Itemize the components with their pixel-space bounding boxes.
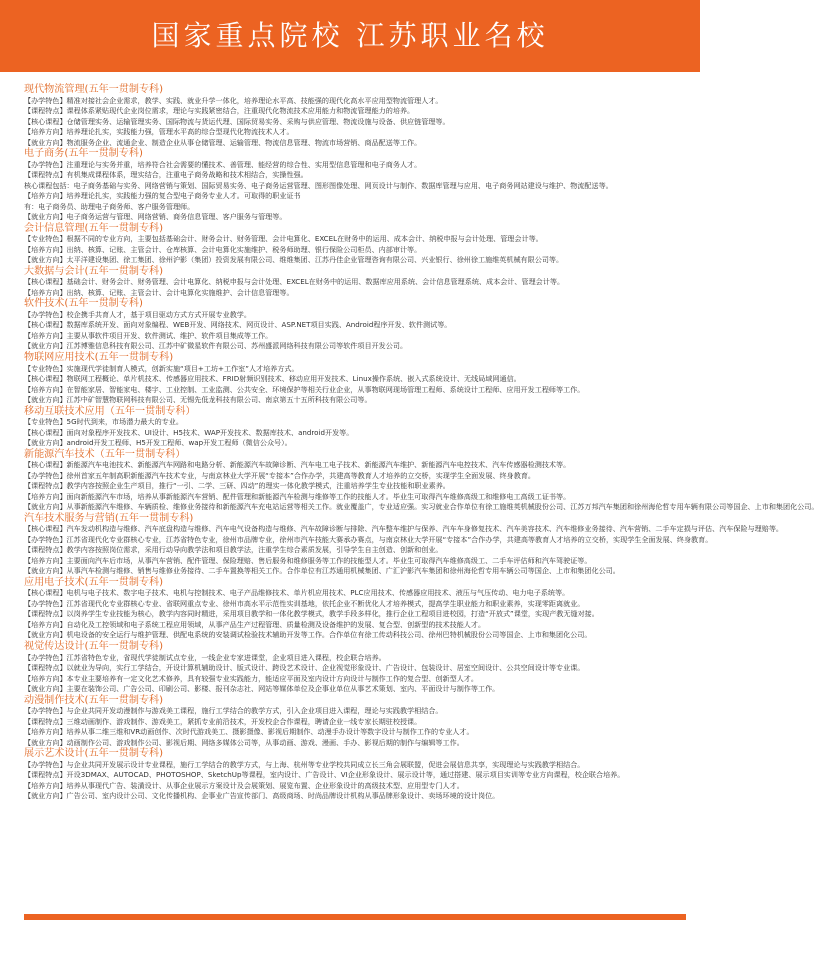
major-title: 动漫制作技术(五年一贯制专科) [24, 694, 164, 706]
major-detail-line: 【核心课程】数据库系统开发、面向对象编程、WEB开发、网络技术、网页设计、ASP.NET项目实践、Android程序开发、软件测试等。 [24, 320, 452, 330]
major-title: 软件技术(五年一贯制专科) [24, 298, 143, 310]
major-detail-line: 【办学特色】江苏省现代化专业群核心专业、省联网重点专业、徐州市高水平示范性实训基地，依托企业不断优化人才培养模式，提高学生职业能力和职业素养，实现零距离就业。 [24, 598, 585, 608]
major-title: 电子商务(五年一贯制专科) [24, 148, 143, 160]
major-detail-line: 【就业方向】主要在装饰公司、广告公司、印刷公司、影楼、报刊杂志社、网站等媒体单位及企事业单位从事艺术策划、室内、平面设计与制作等工作。 [24, 684, 500, 694]
major-detail-line: 【办学特色】徐州首家五年制高职新能源汽车技术专业，与南京林业大学开展“专接本”合作办学，共建高等教育人才培养的立交桥，实现学生全面发展、终身教育。 [24, 470, 536, 480]
major-detail-line: 【就业方向】江苏博雅信息科技有限公司、江苏中矿微星软件有限公司、苏州盛派网络科技有限公司等软件项目开发公司。 [24, 341, 408, 351]
major-detail-line: 【办学特色】与企业共同开发动漫制作与游戏美工课程，施行工学结合的教学方式，引入企业项目进入课程，理论与实践教学相结合。 [24, 706, 443, 716]
major-detail-line: 【课程特点】三维动画制作、游戏制作、游戏美工，紧抓专业前沿技术，开发校企合作课程，聘请企业一线专家长期驻校授课。 [24, 716, 422, 726]
major-detail-line: 【专业特色】5G时代到来，市场潜力最大的专业。 [24, 417, 183, 427]
major-detail-line: 【课程特点】以岗养学生专业技能为核心，教学内容同时精进，采用项目教学和一体化教学模式，教学手段多样化，推行企业工程项目进校园，打造“开放式”课堂，实现产教无缝对接。 [24, 609, 599, 619]
major-detail-line: 【培养方向】主要从事软件项目开发、软件测试、维护、软件项目集成等工作。 [24, 330, 273, 340]
major-detail-line: 【课程特点】教学内容按照岗位需求，采用行动导向教学法和项目教学法，注重学生综合素质发展，引导学生自主创造、创新和创业。 [24, 545, 443, 555]
major-detail-line: 【就业方向】电子商务运营与管理、网络营销、商务信息管理、客户服务与管理等。 [24, 212, 287, 222]
major-detail-line: 有：电子商务员、助理电子商务师、客户服务管理师。 [24, 201, 195, 211]
major-section [24, 448, 819, 513]
major-detail-line: 【就业方向】太平洋建设集团、徐工集团、徐州沪影（集团）投资发展有限公司、维维集团、江苏丹佳企业管理咨询有限公司、兴业银行、徐州徐工施维英机械有限公司等。 [24, 255, 564, 265]
major-detail-line: 【就业方向】机电设备的安全运行与维护管理、供配电系统的安装调试检验技术辅助开发等工作。合作单位有徐工传动科技公司、徐州巴特机械股份公司等国企、上市和集团化公司。 [24, 630, 592, 640]
major-detail-line: 【课程特点】有机集成课程体系，理实结合，注重电子商务战略和技术相结合，实操性强。 [24, 170, 308, 180]
major-detail-line: 【就业方向】江苏中矿智慧物联网科技有限公司、无锡先低龙科技有限公司、南京第五十五所科技有限公司等。 [24, 395, 372, 405]
major-detail-line: 【核心课程】物联网工程概论、单片机技术、传感器应用技术、FRID射频识别技术、移动应用开发技术、Linux操作系统、嵌入式系统设计、无线局域网通信。 [24, 374, 521, 384]
major-detail-line: 【办学特色】江苏省特色专业，省现代学徒制试点专业，一线企业专家进课堂，企业项目进入课程，校企联合培养。 [24, 652, 386, 662]
major-title: 大数据与会计(五年一贯制专科) [24, 265, 164, 277]
major-detail-line: 【办学特色】与企业共同开发展示设计专业课程，施行工学结合的教学方式，与上海、杭州等专业学校共同成立长三角会展联盟，促进会展信息共享，实现理论与实践教学相结合。 [24, 759, 585, 769]
major-detail-line: 【办学特色】校企携手共育人才，基于项目驱动方式方式开展专业教学。 [24, 309, 251, 319]
major-detail-line: 核心课程包括：电子商务基础与实务、网络营销与策划、国际贸易实务、电子商务运营管理、图形图像处理、网页设计与制作、数据库管理与应用、电子商务网站建设与维护、物流配送等。 [24, 180, 613, 190]
major-detail-line: 【就业方向】android开发工程师、H5开发工程师、wap开发工程师（微信公众号）。 [24, 438, 292, 448]
major-detail-line: 【就业方向】动画制作公司、游戏制作公司、影视后期、网络多媒体公司等，从事动画、游戏、漫画、手办、影视后期的制作与编辑等工作。 [24, 737, 464, 747]
major-detail-line: 【办学特色】精准对接社会企业需求，教学、实践、就业升学一体化，培养理论水平高、技能强的现代化高水平应用型物流管理人才。 [24, 95, 443, 105]
header-banner [0, 0, 700, 72]
major-detail-line: 【课程特点】教学内容按照企业生产项目，推行“一引、二学、三研、四动”的理实一体化教学模式，注重培养学生专业技能和职业素养。 [24, 481, 450, 491]
major-detail-line: 【培养方向】出纳、核算、记账、主管会计、会计电算化实施维护、会计信息管理等。 [24, 287, 294, 297]
major-detail-line: 【培养方向】出纳、核算、记账、主管会计、仓库核算、会计电算化实施维护、税务师助理、银行保险公司柜员、内部审计等。 [24, 244, 422, 254]
major-title: 展示艺术设计(五年一贯制专科) [24, 748, 164, 760]
major-detail-line: 【课程特点】以就业为导向，实行工学结合，开设计算机辅助设计、版式设计、跨设艺术设计、企业视觉形象设计、广告设计、包装设计、居室空间设计、公共空间设计等专业课。 [24, 663, 585, 673]
major-title: 汽车技术服务与营销(五年一贯制专科) [24, 512, 194, 524]
major-detail-line: 【就业方向】从事汽车检测与维修、销售与维修业务接待、二手车置换等相关工作。合作单位有江苏通用机械集团、广汇沪影汽车集团和徐州海伦哲专用车辆公司等国企、上市和集团化公司。 [24, 566, 620, 576]
major-detail-line: 【培养方向】培养理论扎实，实践能力强的复合型电子商务专业人才。可取得的职业证书 [24, 191, 301, 201]
major-section [24, 577, 686, 641]
major-detail-line: 【专业特色】实施现代学徒制育人模式，创新实施“项目+工坊+工作室”人才培养方式。 [24, 363, 299, 373]
major-detail-line: 【培养方向】自动化及工控领域和电子系统工程应用领域，从事产品生产过程管理、质量检测及设备维护的发展、复合型、创新型的技术技能人才。 [24, 619, 486, 629]
major-section [24, 695, 686, 749]
major-title: 应用电子技术(五年一贯制专科) [24, 576, 164, 588]
major-section [24, 406, 686, 449]
major-detail-line: 【专业特色】根据不同的专业方向，主要包括基础会计、财务会计、财务管理、会计电算化、EXCEL在财务中的运用、成本会计、纳税申报与会计处理、管理会计等。 [24, 234, 543, 244]
major-title: 物联网应用技术(五年一贯制专科) [24, 351, 174, 363]
major-detail-line: 【课程特点】课程体系紧贴现代企业岗位需求，理论与实践紧密结合，注重现代化物流技术应用能力和物流管理能力的培养。 [24, 106, 415, 116]
major-section [24, 223, 686, 266]
major-detail-line: 【培养方向】面向新能源汽车市场，培养从事新能源汽车营销、配件管理和新能源汽车检测与维修等工作的技能人才。毕业生可取得汽车维修高级工和维修电工高级工证书等。 [24, 491, 571, 501]
major-detail-line: 【就业方向】广告公司、室内设计公司、文化传播机构、企事业广告宣传部门、高级商场、时尚品牌设计机构从事品牌形象设计、卖场环境的设计岗位。 [24, 791, 500, 801]
major-detail-line: 【培养方向】本专业主要培养有一定文化艺术修养，具有较强专业实践能力，能适应平面及室内设计方向设计与制作工作的复合型、创新型人才。 [24, 673, 478, 683]
major-detail-line: 【就业方向】从事新能源汽车维修、车辆质检、维修业务接待和新能源汽车充电站运营等相关工作。就业覆盖广，专业适应强。实习就业合作单位有徐工施维英机械股份公司、江苏万邦汽车集团和徐州海伦哲专用车辆有限公司等国企、上市和集团化公司。 [24, 502, 819, 512]
major-detail-line: 【核心课程】仓储管理实务、运输管理实务、国际物流与货运代理、国际贸易实务、采购与供应管理、物流设施与设备、供应链管理等。 [24, 116, 450, 126]
major-title: 现代物流管理(五年一贯制专科) [24, 84, 164, 95]
major-detail-line: 【核心课程】汽车发动机构造与维修、汽车底盘构造与维修、汽车电气设备构造与维修、汽车故障诊断与排除、汽车整车维护与保养、汽车车身修复技术、汽车美容技术、汽车维修业务接待、汽车营销、二手车定损与评估、汽车保险与理赔等。 [24, 524, 784, 534]
major-section [24, 298, 686, 352]
major-title: 视觉传达设计(五年一贯制专科) [24, 640, 164, 652]
major-title: 移动互联技术应用（五年一贯制专科） [24, 405, 196, 417]
major-detail-line: 【培养方向】主要面向汽车后市场，从事汽车营销、配件管理、保险理赔、售后服务和维修服务等工作的技能型人才。毕业生可取得汽车维修高级工、二手车评估师和汽车驾驶证等。 [24, 555, 592, 565]
major-detail-line: 【培养方向】培养从事二维三维和VR动画创作、次时代游戏美工、摄影摄像、影视后期制作、动漫手办设计等数字设计与制作工作的专业人才。 [24, 727, 474, 737]
major-detail-line: 【核心课程】新能源汽车电池技术、新能源汽车网路和电路分析、新能源汽车故障诊断、汽车电工电子技术、新能源汽车维护、新能源汽车电控技术、汽车传感器检测技术等。 [24, 460, 571, 470]
major-section [24, 352, 686, 406]
page-title: 国家重点院校 江苏职业名校 [151, 19, 549, 52]
major-section [24, 148, 686, 223]
major-detail-line: 【培养方向】在智能家居、智能家电、楼宇、工业控制、工业监测、公共安全、环境保护等相关行业企业，从事物联网现场管理工程师、系统设计工程师、应用开发工程师等工作。 [24, 384, 585, 394]
major-detail-line: 【培养方向】培养从事现代广告、装潢设计、从事企业展示方案设计及会展策划、展览布置、企业形象设计的高级技术型、应用型专门人才。 [24, 780, 464, 790]
majors-list [24, 84, 819, 802]
major-detail-line: 【核心课程】基础会计、财务会计、财务管理、会计电算化、纳税申报与会计处理、EXCEL在财务中的运用、数据库应用系统、会计信息管理系统、成本会计、管理会计等。 [24, 277, 565, 287]
major-section [24, 641, 686, 695]
major-detail-line: 【办学特色】江苏省现代化专业群核心专业，江苏省特色专业，徐州市品牌专业，徐州市汽车技能大赛承办赛点，与南京林业大学开展“专接本”合作办学，共建高等教育人才培养的立交桥，实现学生全面发展、终身教育。 [24, 534, 713, 544]
major-detail-line: 【办学特色】注重理论与实务并重，培养符合社会需要的懂技术、善管理、能经营的综合性、实用型信息管理和电子商务人才。 [24, 159, 422, 169]
major-section [24, 748, 686, 802]
major-section [24, 512, 784, 577]
major-title: 新能源汽车技术（五年一贯制专科） [24, 448, 186, 460]
major-title: 会计信息管理(五年一贯制专科) [24, 222, 164, 234]
major-section [24, 266, 686, 299]
major-section [24, 84, 686, 148]
footer-bar [24, 914, 686, 920]
major-detail-line: 【核心课程】面向对象程序开发技术、UI设计、H5技术、WAP开发技术、数据库技术、android开发等。 [24, 427, 354, 437]
major-detail-line: 【培养方向】培养理论扎实，实践能力强，管理水平高的综合型现代化物流技术人才。 [24, 127, 294, 137]
major-detail-line: 【就业方向】物流服务企业、流通企业、制造企业从事仓储管理、运输管理、物流信息管理、物流市场营销、商品配送等工作。 [24, 137, 422, 147]
major-detail-line: 【核心课程】电机与电子技术、数字电子技术、电机与控制技术、电子产品维修技术、单片机应用技术、PLC应用技术、传感器应用技术、液压与气压传动、电力电子系统等。 [24, 588, 570, 598]
major-detail-line: 【课程特点】开设3DMAX、AUTOCAD、PHOTOSHOP、SketchUp等课程，室内设计、广告设计、VI企业形象设计、展示设计等，通过搭建、展示项目实训等专业方向课程，校企联合培养。 [24, 770, 625, 780]
